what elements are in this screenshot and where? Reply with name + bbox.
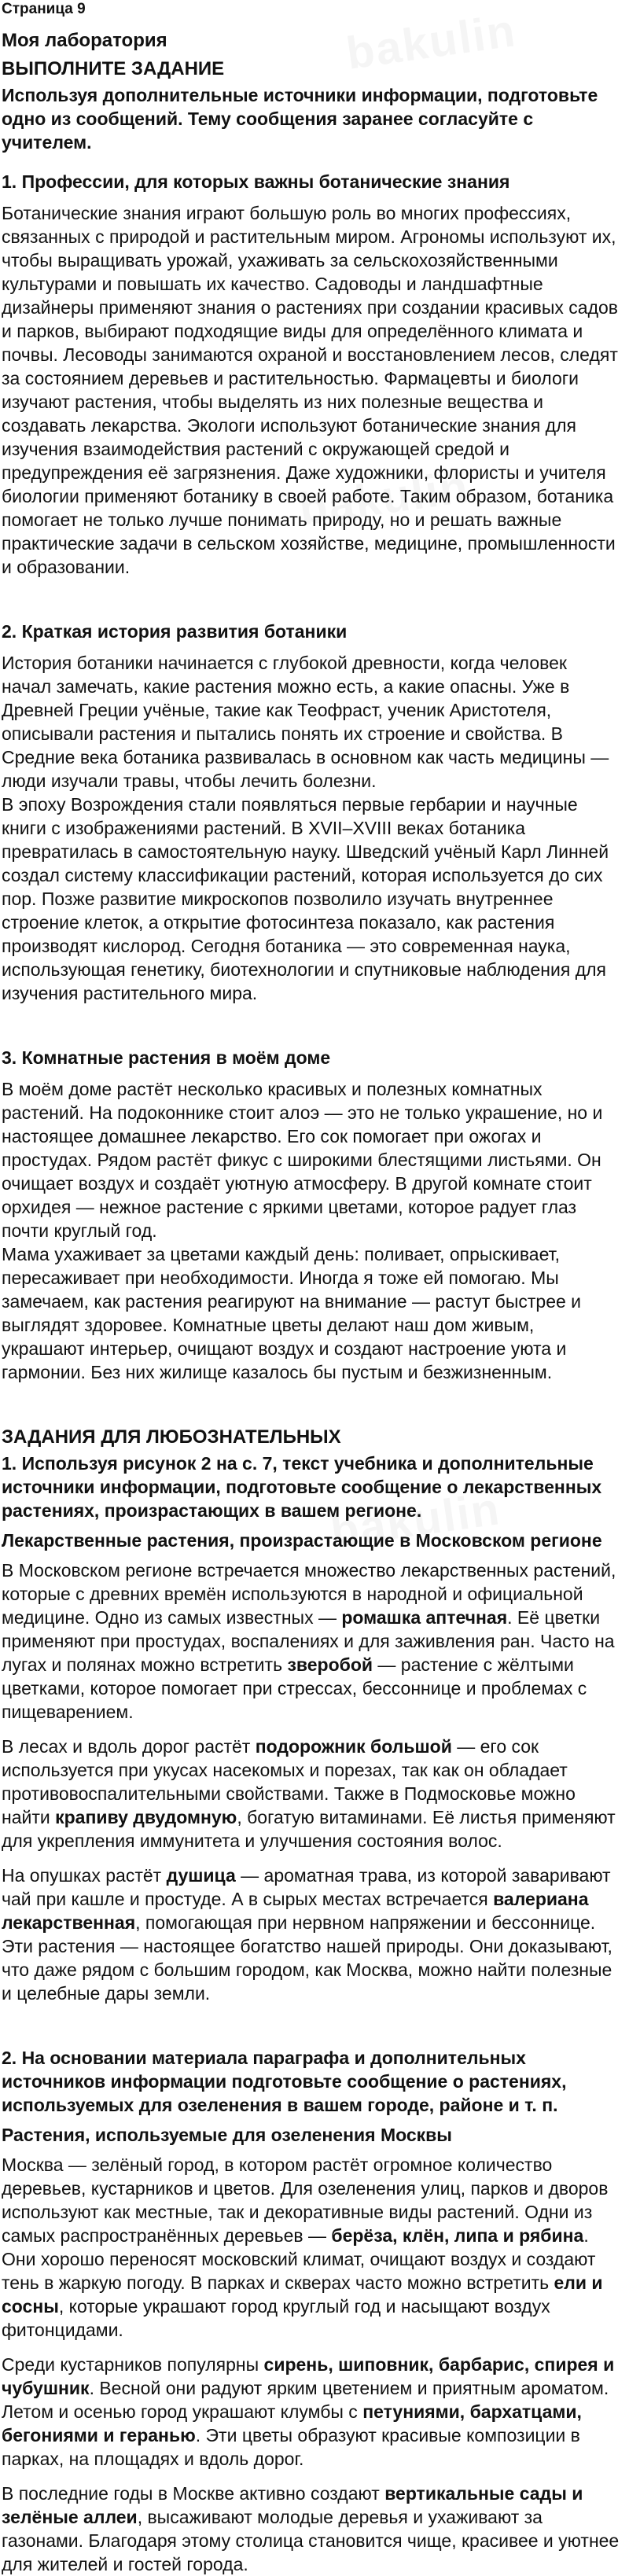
plant-name: вертикальные сады и зелёные аллеи [2, 2483, 583, 2527]
curious-tasks-heading: ЗАДАНИЯ ДЛЯ ЛЮБОЗНАТЕЛЬНЫХ [2, 1426, 341, 1448]
section-1-title: 1. Профессии, для которых важны ботанические знания [2, 171, 510, 192]
section-2-title: 2. Краткая история развития ботаники [2, 621, 348, 642]
task-2-paragraph-1: Москва — зелёный город, в котором растёт огромное количество деревьев, кустарников и цветов. Для озеленения улиц, парков и дворов используют как местные, так и декоративные виды растений. Одни из самых распространённых деревьев — берёза, клён, липа и рябина. Они хорошо переносят московский климат, очищают воздух и создают тень в жаркую погоду. В парках и скверах часто можно встретить ели и сосны, которые украшают город круглый год и насыщают воздух фитонцидами. [2, 2155, 609, 2340]
task-2-paragraph-3: В последние годы в Москве активно создают вертикальные сады и зелёные аллеи, высаживают молодые деревья и ухаживают за газонами. Благодаря этому столица становится чище, красивее и уютнее для жителей и гостей города. [2, 2483, 620, 2574]
task-2-title: 2. На основании материала параграфа и дополнительных источников информации подготовьте сообщение о растениях, используемых для озеленения в вашем городе, районе и т. п. [2, 2048, 567, 2115]
plant-name: душица [166, 1865, 236, 1886]
lab-title: Моя лаборатория [2, 30, 167, 51]
section-3-paragraph-1: В моём доме растёт несколько красивых и полезных комнатных растений. На подоконнике стоит алоэ — это не только украшение, но и настоящее домашнее лекарство. Его сок помогает при ожогах и простудах. Рядом растёт фикус с широкими блестящими листьями. Он очищает воздух и создаёт уютную атмосферу. В другой комнате стоит орхидея — нежное растение с яркими цветами, которое радует глаз почти круглый год. [2, 1079, 603, 1241]
plant-name: зверобой [287, 1654, 373, 1675]
plant-name: ромашка аптечная [341, 1607, 508, 1628]
plant-name: сирень, шиповник, барбарис, спирея и чубушник [2, 2354, 615, 2398]
task-1-paragraph-4: Эти растения — настоящее богатство нашей природы. Они доказывают, что даже рядом с большим городом, как Москва, можно найти полезные и целебные дары земли. [2, 1936, 612, 2004]
section-1-text: Ботанические знания играют большую роль во многих профессиях, связанных с природой и растительным миром. Агрономы используют их, чтобы выращивать урожай, ухаживать за сельскохозяйственными культурами и повышать их качество. Садоводы и ландшафтные дизайнеры применяют знания о растениях при создании красивых садов и парков, выбирают подходящие виды для определённого климата и почвы. Лесоводы занимаются охраной и восстановлением лесов, следят за состоянием деревьев и растительностью. Фармацевты и биологи изучают растения, чтобы выделять из них полезные вещества и создавать лекарства. Экологи используют ботанические знания для изучения взаимодействия растений с окружающей средой и предупреждения её загрязнения. Даже художники, флористы и учителя биологии применяют ботанику в своей работе. Таким образом, ботаника помогает не только лучше понимать природу, но и решать важные практические задачи в сельском хозяйстве, медицине, промышленности и образовании. [2, 203, 619, 577]
section-2-paragraph-2: В эпоху Возрождения стали появляться первые гербарии и научные книги с изображениями растений. В XVII–XVIII веках ботаника превратилась в самостоятельную науку. Шведский учёный Карл Линней создал систему классификации растений, которая используется до сих пор. Позже развитие микроскопов позволило изучать внутреннее строение клеток, а открытие фотосинтеза показало, как растения производят кислород. Сегодня ботаника — это современная наука, использующая генетику, биотехнологии и спутниковые наблюдения для изучения растительного мира. [2, 794, 609, 1003]
plant-name: валериана лекарственная [2, 1889, 589, 1933]
plant-name: ели и сосны [2, 2272, 603, 2317]
section-3-title: 3. Комнатные растения в моём доме [2, 1047, 331, 1068]
section-2-paragraph-1: История ботаники начинается с глубокой древности, когда человек начал замечать, какие растения можно есть, а какие опасны. Уже в Древней Греции учёные, такие как Теофраст, ученик Аристотеля, описывали растения и пытались понять их строение и свойства. В Средние века ботаника развивалась в основном как часть медицины — люди изучали травы, чтобы лечить болезни. [2, 653, 609, 791]
task-1-subtitle: Лекарственные растения, произрастающие в Московском регионе [2, 1530, 602, 1551]
plant-name: петуниями, бархатцами, бегониями и геранью [2, 2401, 582, 2445]
task-2-subtitle: Растения, используемые для озеленения Москвы [2, 2125, 452, 2145]
task-1-paragraph-3: На опушках растёт душица — ароматная трава, из которой заваривают чай при кашле и простуде. А в сырых местах встречается валериана лекарственная, помогающая при нервном напряжении и бессоннице. [2, 1865, 611, 1933]
task-1-title: 1. Используя рисунок 2 на с. 7, текст учебника и дополнительные источники информации, подготовьте сообщение о лекарственных растениях, произрастающих в вашем регионе. [2, 1453, 602, 1521]
task-1-paragraph-1: В Московском регионе встречается множество лекарственных растений, которые с древних времён используются в народной и официальной медицине. Одно из самых известных — ромашка аптечная. Её цветки применяют при простудах, воспалениях и для заживления ран. Часто на лугах и полянах можно встретить зверобой — растение с жёлтыми цветками, которое помогает при стрессах, бессоннице и проблемах с пищеварением. [2, 1560, 616, 1722]
page-number: Страница 9 [2, 1, 86, 17]
plant-name: подорожник большой [255, 1736, 452, 1757]
plant-name: крапиву двудомную [55, 1807, 237, 1827]
task-instructions: Используя дополнительные источники информации, подготовьте одно из сообщений. Тему сообщения заранее согласуйте с учителем. [2, 85, 598, 153]
task-1-paragraph-2: В лесах и вдоль дорог растёт подорожник большой — его сок используется при укусах насекомых и порезах, так как он обладает противовоспалительными свойствами. Также в Подмосковье можно найти крапиву двудомную, богатую витаминами. Её листья применяют для укрепления иммунитета и улучшения состояния волос. [2, 1736, 616, 1851]
plant-name: берёза, клён, липа и рябина [331, 2225, 584, 2246]
task-2-paragraph-2: Среди кустарников популярны сирень, шиповник, барбарис, спирея и чубушник. Весной они радуют ярким цветением и приятным ароматом. Летом и осенью город украшают клумбы с петуниями, бархатцами, бегониями и геранью. Эти цветы образуют красивые композиции в парках, на площадях и вдоль дорог. [2, 2354, 615, 2469]
section-3-paragraph-2: Мама ухаживает за цветами каждый день: поливает, опрыскивает, пересаживает при необходимости. Иногда я тоже ей помогаю. Мы замечаем, как растения реагируют на внимание — растут быстрее и выглядят здоровее. Комнатные цветы делают наш дом живым, украшают интерьер, очищают воздух и создают настроение уюта и гармонии. Без них жилище казалось бы пустым и безжизненным. [2, 1244, 582, 1382]
task-heading: ВЫПОЛНИТЕ ЗАДАНИЕ [2, 58, 225, 79]
